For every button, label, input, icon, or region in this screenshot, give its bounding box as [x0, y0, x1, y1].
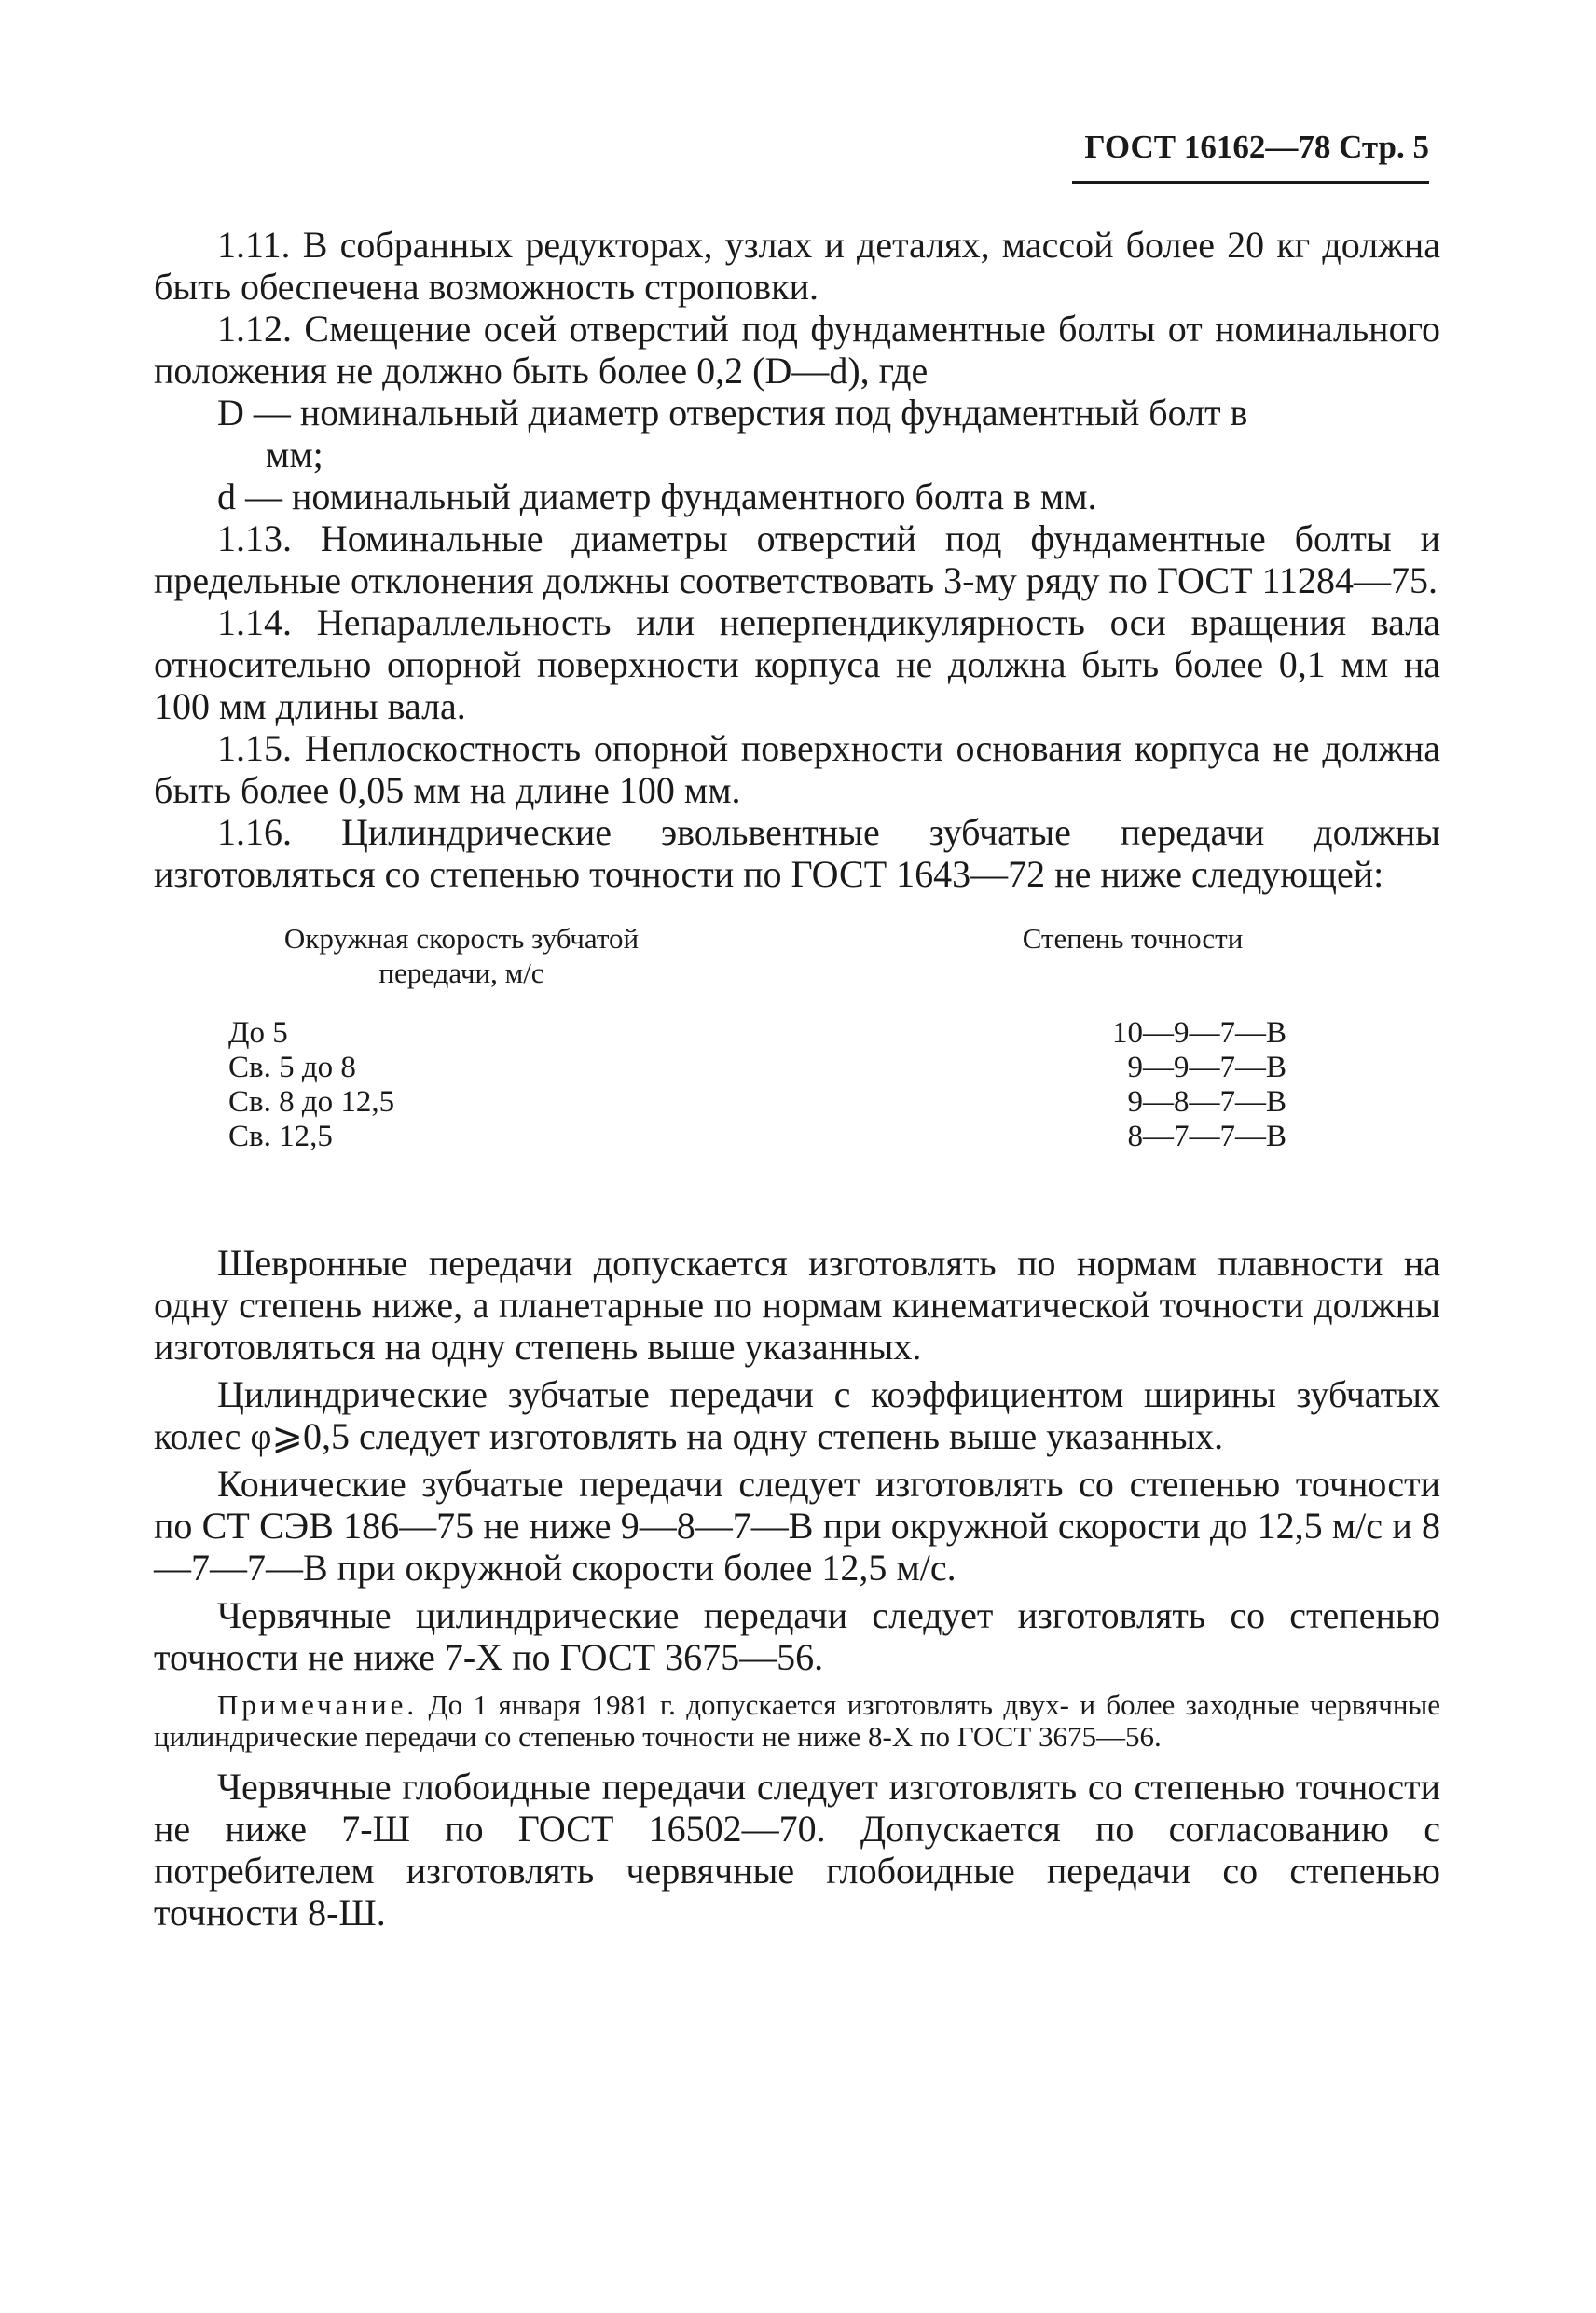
header-rule: [1072, 181, 1429, 184]
table-header-speed-line2: передачи, м/с: [378, 957, 544, 989]
paragraph-cylindrical-gears: Цилиндрические зубчатые передачи с коэффициентом ширины зубчатых колес φ⩾0,5 следует изготовлять на одну степень выше указанных.: [154, 1373, 1440, 1457]
paragraph-chevron-gears: Шевронные передачи допускается изготовлять по нормам плавности на одну степень ниже, а планетарные по нормам кинематической точности должны изготовляться на одну степень выше указанных.: [154, 1242, 1440, 1368]
paragraph-worm-cylindrical: Червячные цилиндрические передачи следует изготовлять со степенью точности не ниже 7-Х по ГОСТ 3675—56.: [154, 1594, 1440, 1678]
clause-1-12: 1.12. Смещение осей отверстий под фундаментные болты от номинального положения не должно быть более 0,2 (D—d), где: [154, 308, 1440, 392]
definition-D-unit: мм;: [266, 434, 323, 475]
page-header: ГОСТ 16162—78 Стр. 5: [1084, 129, 1429, 165]
table-cell-accuracy: 9—8—7—В: [1127, 1085, 1286, 1119]
paragraph-bevel-gears: Конические зубчатые передачи следует изготовлять со степенью точности по СТ СЭВ 186—75 не ниже 9—8—7—В при окружной скорости до 12,5 м/с и 8—7—7—В при окружной скорости более 12,5 м/с.: [154, 1463, 1440, 1589]
table-accuracy-column: [1007, 1016, 1286, 1154]
paragraph-worm-globoid: Червячные глобоидные передачи следует изготовлять со степенью точности не ниже 7-Ш по ГОСТ 16502—70. Допускается по согласованию с потребителем изготовлять червячные глобоидные передачи со степенью точности 8-Ш.: [154, 1766, 1440, 1934]
table-cell-accuracy: 10—9—7—В: [1111, 1016, 1286, 1050]
clause-1-14: 1.14. Непараллельность или неперпендикулярность оси вращения вала относительно опорной поверхности корпуса не должна быть более 0,1 мм на 100 мм длины вала.: [154, 601, 1440, 727]
clause-1-13: 1.13. Номинальные диаметры отверстий под фундаментные болты и предельные отклонения должны соответствовать 3-му ряду по ГОСТ 11284—75.: [154, 517, 1440, 601]
document-body: [154, 224, 1440, 1934]
table-header-accuracy: Степень точности: [1022, 922, 1244, 955]
clause-1-16: 1.16. Цилиндрические эвольвентные зубчатые передачи должны изготовляться со степенью точности по ГОСТ 1643—72 не ниже следующей:: [154, 811, 1440, 895]
table-cell-accuracy: 9—9—7—В: [1127, 1051, 1286, 1084]
table-cell-speed: Св. 12,5: [228, 1120, 333, 1153]
definition-D: D — номинальный диаметр отверстия под фундаментный болт в: [217, 392, 1248, 434]
table-cell-speed: До 5: [228, 1016, 288, 1050]
accuracy-table: [154, 921, 1440, 1229]
note-label: Примечание.: [217, 1688, 419, 1721]
table-speed-column: [228, 1016, 394, 1154]
table-cell-speed: Св. 5 до 8: [228, 1051, 356, 1084]
table-header-speed-line1: Окружная скорость зубчатой: [283, 922, 640, 955]
clause-1-11: 1.11. В собранных редукторах, узлах и деталях, массой более 20 кг должна быть обеспечена возможность строповки.: [154, 224, 1440, 308]
note-text: До 1 января 1981 г. допускается изготовлять двух- и более заходные червячные цилиндрические передачи со степенью точности не ниже 8-Х по ГОСТ 3675—56.: [154, 1688, 1441, 1753]
clause-1-15: 1.15. Неплоскостность опорной поверхности основания корпуса не должна быть более 0,05 мм на длине 100 мм.: [154, 727, 1440, 811]
note: [154, 1689, 1440, 1753]
table-cell-speed: Св. 8 до 12,5: [228, 1085, 395, 1119]
table-cell-accuracy: 8—7—7—В: [1127, 1120, 1286, 1153]
definition-d: d — номинальный диаметр фундаментного болта в мм.: [217, 475, 1097, 517]
table-header-speed: [219, 921, 704, 990]
